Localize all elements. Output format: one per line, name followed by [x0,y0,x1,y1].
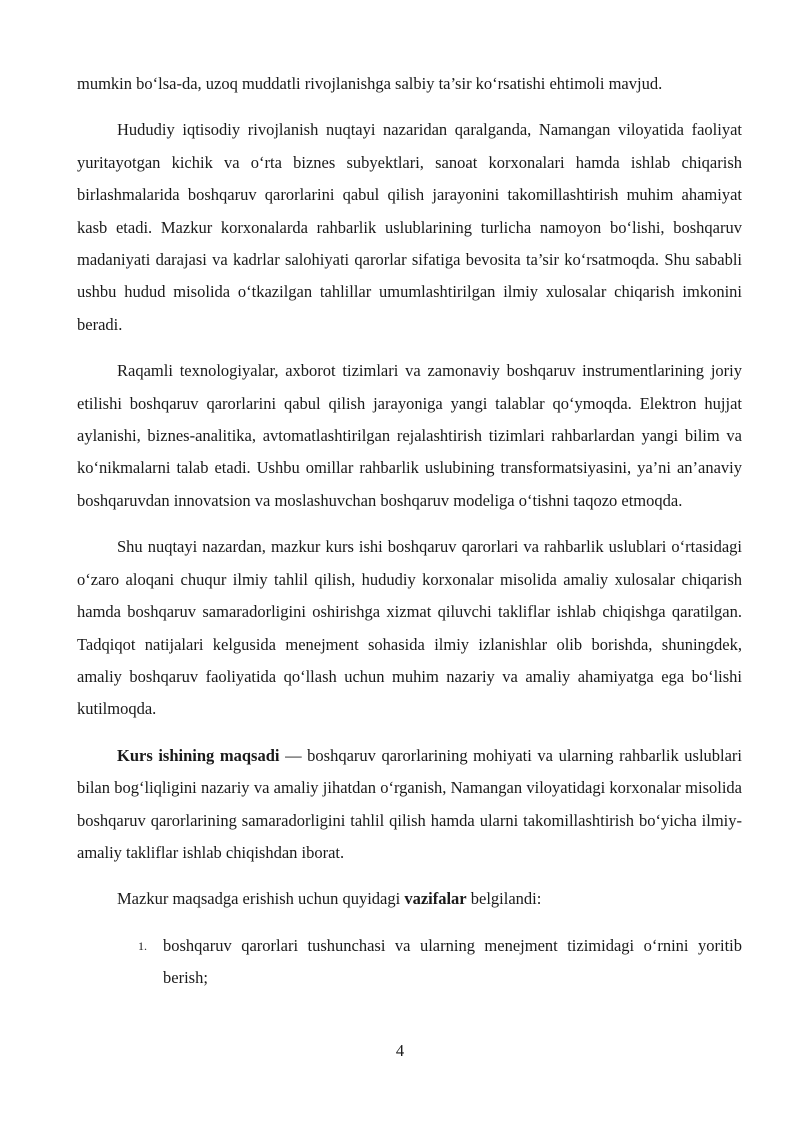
list-item [77,930,742,995]
paragraph-digital-technologies: Raqamli texnologiyalar, axborot tizimlari va zamonaviy boshqaruv instrumentlarining joriy etilishi boshqaruv qarorlarini qabul qilish jarayoniga yangi talablar qo‘ymoqda. Elektron hujjat aylanishi, biznes-analitika, avtomatlashtirilgan rejalashtirish tizimlari rahbarlardan yangi bilim va ko‘nikmalarni talab etadi. Ushbu omillar rahbarlik uslubining transformatsiyasini, ya’ni an’anaviy boshqaruvdan innovatsion va moslashuvchan boshqaruv modeliga o‘tishni taqozo etmoqda. [77,361,742,510]
paragraph-continuation: mumkin bo‘lsa-da, uzoq muddatli rivojlanishga salbiy ta’sir ko‘rsatishi ehtimoli mavjud. [77,74,663,93]
list-item-text: boshqaruv qarorlari tushunchasi va ularning menejment tizimidagi o‘rnini yoritib berish; [163,935,742,988]
list-item-number: 1. [138,938,147,953]
paragraph-tasks-intro [77,883,742,915]
goal-heading: Kurs ishining maqsadi [117,745,280,765]
tasks-intro-before: Mazkur maqsadga erishish uchun quyidagi [117,889,405,909]
goal-text: — boshqaruv qarorlarining mohiyati va ularning rahbarlik uslublari bilan bog‘liqligini nazariy va amaliy jihatdan o‘rganish, Namangan viloyatidagi korxonalar misolida boshqaruv qarorlarining samaradorligini tahlil qilish hamda ularni takomillashtirish bo‘yicha ilmiy-amaliy takliflar ishlab chiqishdan iborat. [77,745,743,862]
tasks-keyword: vazifalar [404,889,467,909]
paragraph-goal [77,740,742,870]
page-number: 4 [395,1041,405,1060]
tasks-list [77,930,742,995]
document-page [77,68,742,995]
paragraph-regional-development: Hududiy iqtisodiy rivojlanish nuqtayi nazaridan qaralganda, Namangan viloyatida faoliyat yuritayotgan kichik va o‘rta biznes subyektlari, sanoat korxonalari hamda ishlab chiqarish birlashmalarida boshqaruv qarorlarini qabul qilish jarayonini takomillashtirish muhim ahamiyat kasb etadi. Mazkur korxonalarda rahbarlik uslublarining turlicha namoyon bo‘lishi, boshqaruv madaniyati darajasi va kadrlar salohiyati qarorlar sifatiga bevosita ta’sir ko‘rsatmoqda. Shu sababli ushbu hudud misolida o‘tkazilgan tahlillar umumlashtirilgan ilmiy xulosalar chiqarish imkonini beradi. [77,120,742,334]
paragraph-research-focus: Shu nuqtayi nazardan, mazkur kurs ishi boshqaruv qarorlari va rahbarlik uslublari o‘rtasidagi o‘zaro aloqani chuqur ilmiy tahlil qilish, hududiy korxonalar misolida amaliy xulosalar chiqarish hamda boshqaruv samaradorligini oshirishga xizmat qiluvchi takliflar ishlab chiqishga qaratilgan. Tadqiqot natijalari kelgusida menejment sohasida ilmiy izlanishlar olib borishda, shuningdek, amaliy boshqaruv faoliyatida qo‘llash uchun muhim nazariy va amaliy ahamiyatga ega bo‘lishi kutilmoqda. [77,537,742,719]
tasks-intro-after: belgilandi: [466,889,542,909]
